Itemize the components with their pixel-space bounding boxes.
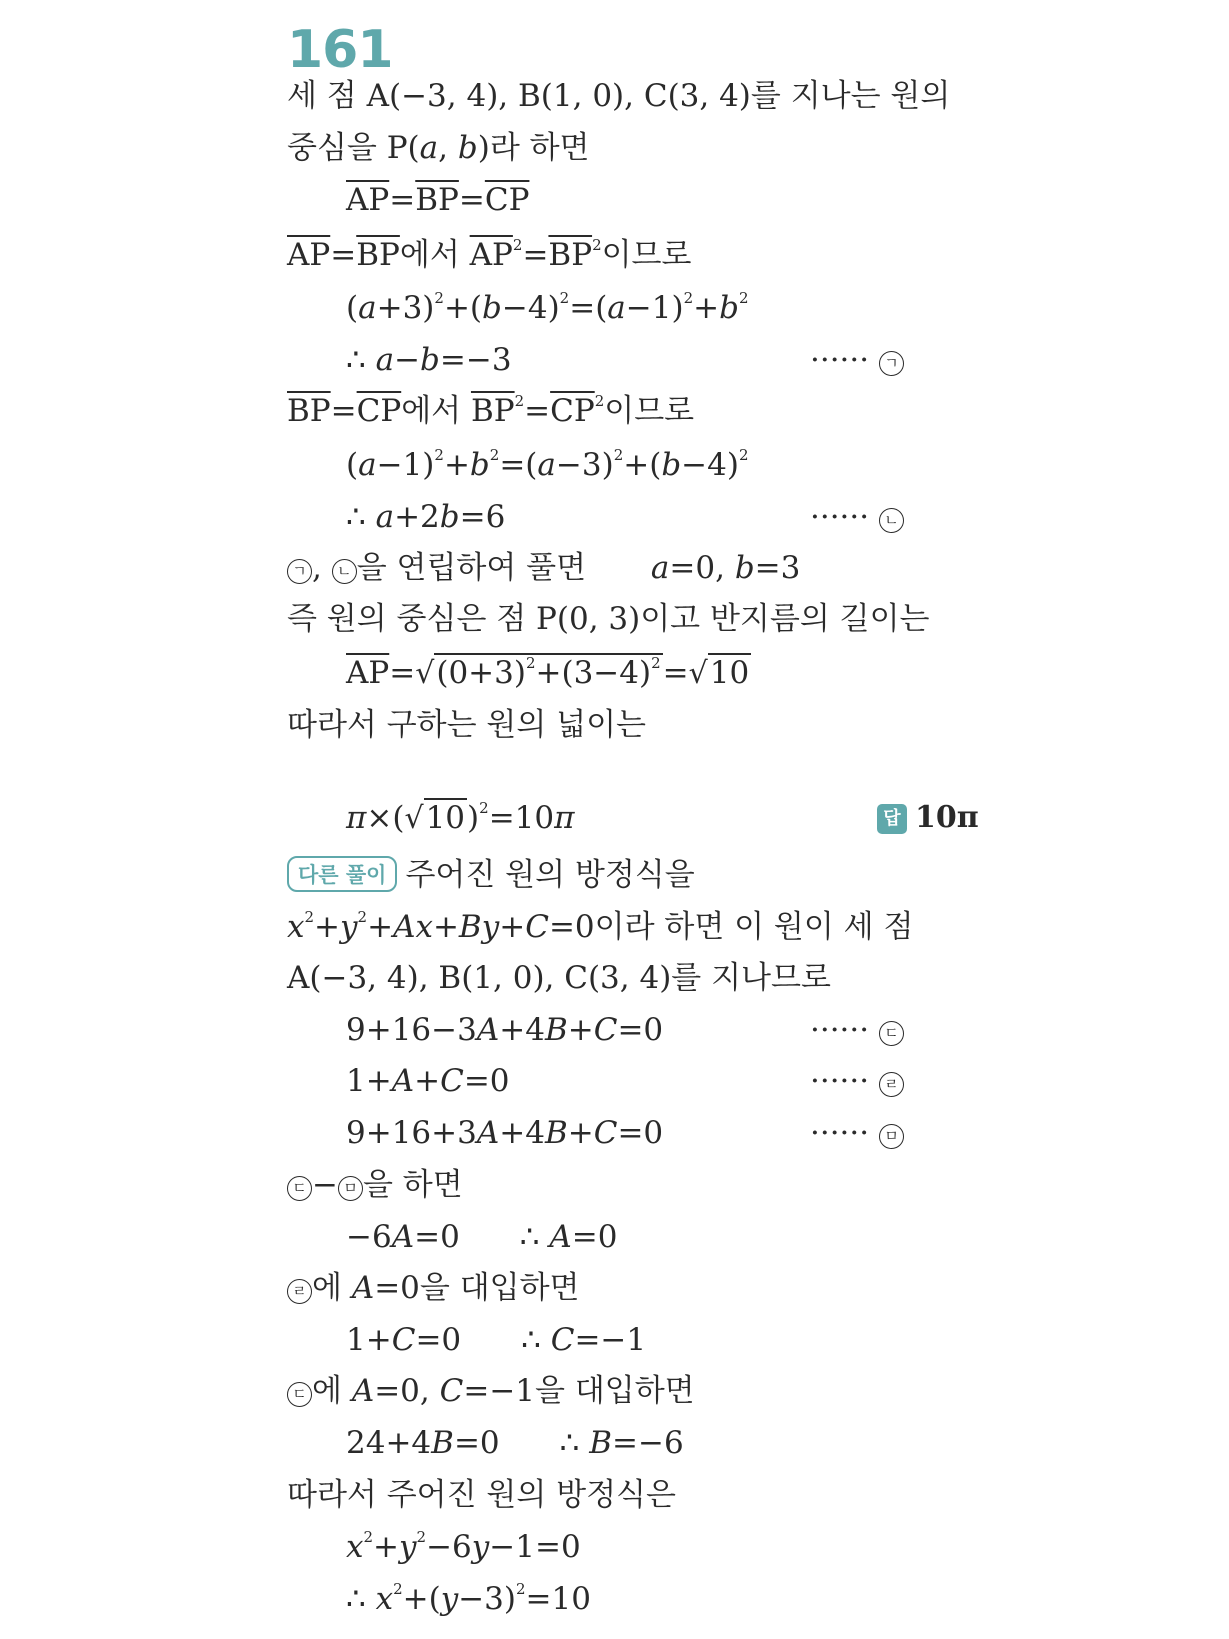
answer-box: 답 10π [877, 793, 979, 843]
problem-number: 161 [287, 20, 393, 80]
equation-line: 24+4B=0 ∴ B=−6 [346, 1425, 684, 1461]
equation-line: ∴ a+2b=6 [346, 499, 506, 535]
solution-line: $\overline{AP}=\overline{BP}$에서 $\overline{AP}^2=\overline{BP}^2$이므로 [287, 236, 692, 273]
solution-line: 따라서 주어진 원의 방정식은 [287, 1477, 676, 1513]
equation-marker: ······ ㄱ [810, 335, 904, 385]
equation-line: $\overline{AP}=√(0+3)^2+(3-4)^2=√10$ [346, 654, 750, 691]
solution-line: 중심을 P(a, b)라 하면 [287, 130, 590, 166]
circled-label-icon: ㄹ [879, 1072, 904, 1097]
solution-line: ㄷ 에 A=0, C=−1을 대입하면 [287, 1366, 695, 1416]
equation-line: 1+A+C=0 [346, 1063, 510, 1099]
equation-line: ∴ $x^2+(y-3)^2=10$ [346, 1580, 591, 1617]
solution-line: 세 점 A(−3, 4), B(1, 0), C(3, 4)를 지나는 원의 [287, 78, 951, 114]
equation-line: $(a+3)^2+(b-4)^2=(a-1)^2+b^2$ [346, 289, 749, 326]
circled-label-icon: ㅁ [879, 1124, 904, 1149]
circled-label-icon: ㄷ [879, 1021, 904, 1046]
answer-icon: 답 [877, 804, 907, 834]
equation-marker: ······ ㅁ [810, 1108, 904, 1158]
equation-line: 9+16+3A+4B+C=0 [346, 1115, 664, 1151]
equation-line: −6A=0 ∴ A=0 [346, 1219, 618, 1255]
equation-marker: ······ ㄹ [810, 1056, 904, 1106]
solution-line: 즉 원의 중심은 점 P(0, 3)이고 반지름의 길이는 [287, 601, 930, 637]
equation-line: $\overline{AP}=\overline{BP}=\overline{CP}$ [346, 182, 530, 218]
equation-marker: ······ ㄴ [810, 492, 904, 542]
equation-line: $(a-1)^2+b^2=(a-3)^2+(b-4)^2$ [346, 446, 749, 483]
solution-line: ㄷ − ㅁ 을 하면 [287, 1160, 463, 1210]
alt-solution-badge: 다른 풀이 [287, 856, 397, 892]
equation-marker: ······ ㄷ [810, 1005, 904, 1055]
solution-line: 따라서 구하는 원의 넓이는 [287, 707, 646, 743]
solution-line: $\overline{BP}=\overline{CP}$에서 $\overline{BP}^2=\overline{CP}^2$이므로 [287, 392, 695, 429]
solution-line: $x^2+y^2+Ax+By+C=0$이라 하면 이 원이 세 점 [287, 908, 914, 945]
equation-line: $\pi\times(√10)^2=10\pi$ [346, 799, 575, 836]
solution-line: ㄱ , ㄴ 을 연립하여 풀면 a=0, b=3 [287, 543, 800, 593]
equation-line: 9+16−3A+4B+C=0 [346, 1012, 664, 1048]
alternative-solution-header: 다른 풀이 주어진 원의 방정식을 [287, 850, 695, 900]
equation-line: 1+C=0 ∴ C=−1 [346, 1322, 647, 1358]
circled-label-icon: ㄴ [879, 508, 904, 533]
equation-line: ∴ a−b=−3 [346, 342, 512, 378]
equation-line: $x^2+y^2-6y-1=0$ [346, 1528, 581, 1565]
solution-line: A(−3, 4), B(1, 0), C(3, 4)를 지나므로 [287, 960, 831, 996]
circled-label-icon: ㄱ [879, 351, 904, 376]
solution-line: ㄹ 에 A=0을 대입하면 [287, 1263, 580, 1313]
